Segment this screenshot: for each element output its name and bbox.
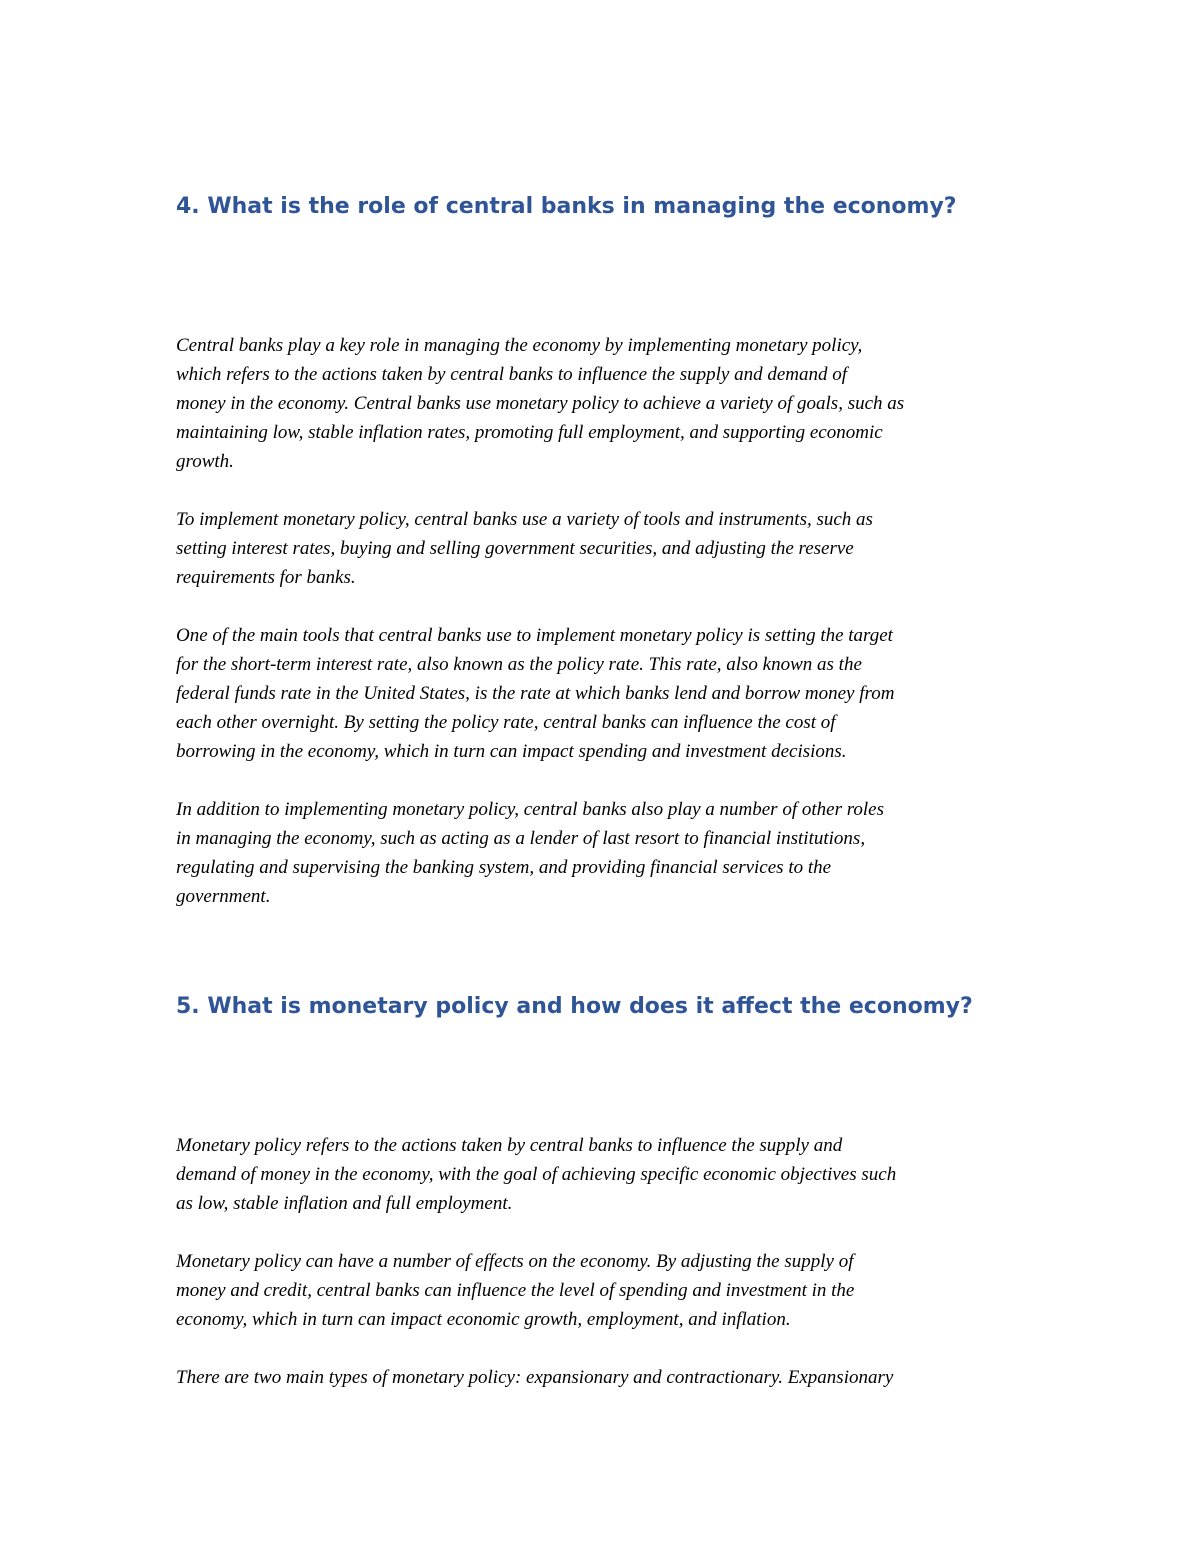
section-5-paragraph-2 — [176, 1247, 1026, 1334]
text-line: One of the main tools that central banks use to implement monetary policy is setting the target — [176, 625, 893, 646]
text-line: demand of money in the economy, with the goal of achieving specific economic objectives such — [176, 1164, 897, 1185]
section-5-paragraph-1 — [176, 1131, 1026, 1218]
text-line: money in the economy. Central banks use monetary policy to achieve a variety of goals, such as — [176, 393, 905, 414]
section-4-paragraph-3 — [176, 621, 1026, 766]
section-4-heading: 4. What is the role of central banks in managing the economy? — [176, 194, 957, 219]
text-line: growth. — [176, 451, 234, 472]
section-4-paragraph-4 — [176, 795, 1026, 911]
text-line: There are two main types of monetary policy: expansionary and contractionary. Expansionary — [176, 1367, 894, 1388]
text-line: requirements for banks. — [176, 567, 356, 588]
text-line: borrowing in the economy, which in turn can impact spending and investment decisions. — [176, 741, 847, 762]
text-line: economy, which in turn can impact economic growth, employment, and inflation. — [176, 1309, 791, 1330]
text-line: maintaining low, stable inflation rates, promoting full employment, and supporting economic — [176, 422, 883, 443]
section-5-paragraph-3 — [176, 1363, 1026, 1392]
text-line: which refers to the actions taken by central banks to influence the supply and demand of — [176, 364, 848, 385]
text-line: regulating and supervising the banking system, and providing financial services to the — [176, 857, 832, 878]
text-line: Central banks play a key role in managing the economy by implementing monetary policy, — [176, 335, 863, 356]
text-line: in managing the economy, such as acting as a lender of last resort to financial institutions, — [176, 828, 866, 849]
text-line: each other overnight. By setting the policy rate, central banks can influence the cost of — [176, 712, 836, 733]
text-line: In addition to implementing monetary policy, central banks also play a number of other roles — [176, 799, 885, 820]
text-line: setting interest rates, buying and selling government securities, and adjusting the reserve — [176, 538, 854, 559]
text-line: money and credit, central banks can influence the level of spending and investment in the — [176, 1280, 855, 1301]
section-4-paragraph-1 — [176, 331, 1026, 476]
text-line: federal funds rate in the United States, is the rate at which banks lend and borrow money from — [176, 683, 895, 704]
text-line: for the short-term interest rate, also known as the policy rate. This rate, also known as the — [176, 654, 862, 675]
text-line: Monetary policy can have a number of effects on the economy. By adjusting the supply of — [176, 1251, 854, 1272]
text-line: Monetary policy refers to the actions taken by central banks to influence the supply and — [176, 1135, 843, 1156]
text-line: government. — [176, 886, 271, 907]
section-5-heading: 5. What is monetary policy and how does it affect the economy? — [176, 994, 973, 1019]
text-line: To implement monetary policy, central banks use a variety of tools and instruments, such as — [176, 509, 873, 530]
text-line: as low, stable inflation and full employment. — [176, 1193, 513, 1214]
section-4-paragraph-2 — [176, 505, 1026, 592]
